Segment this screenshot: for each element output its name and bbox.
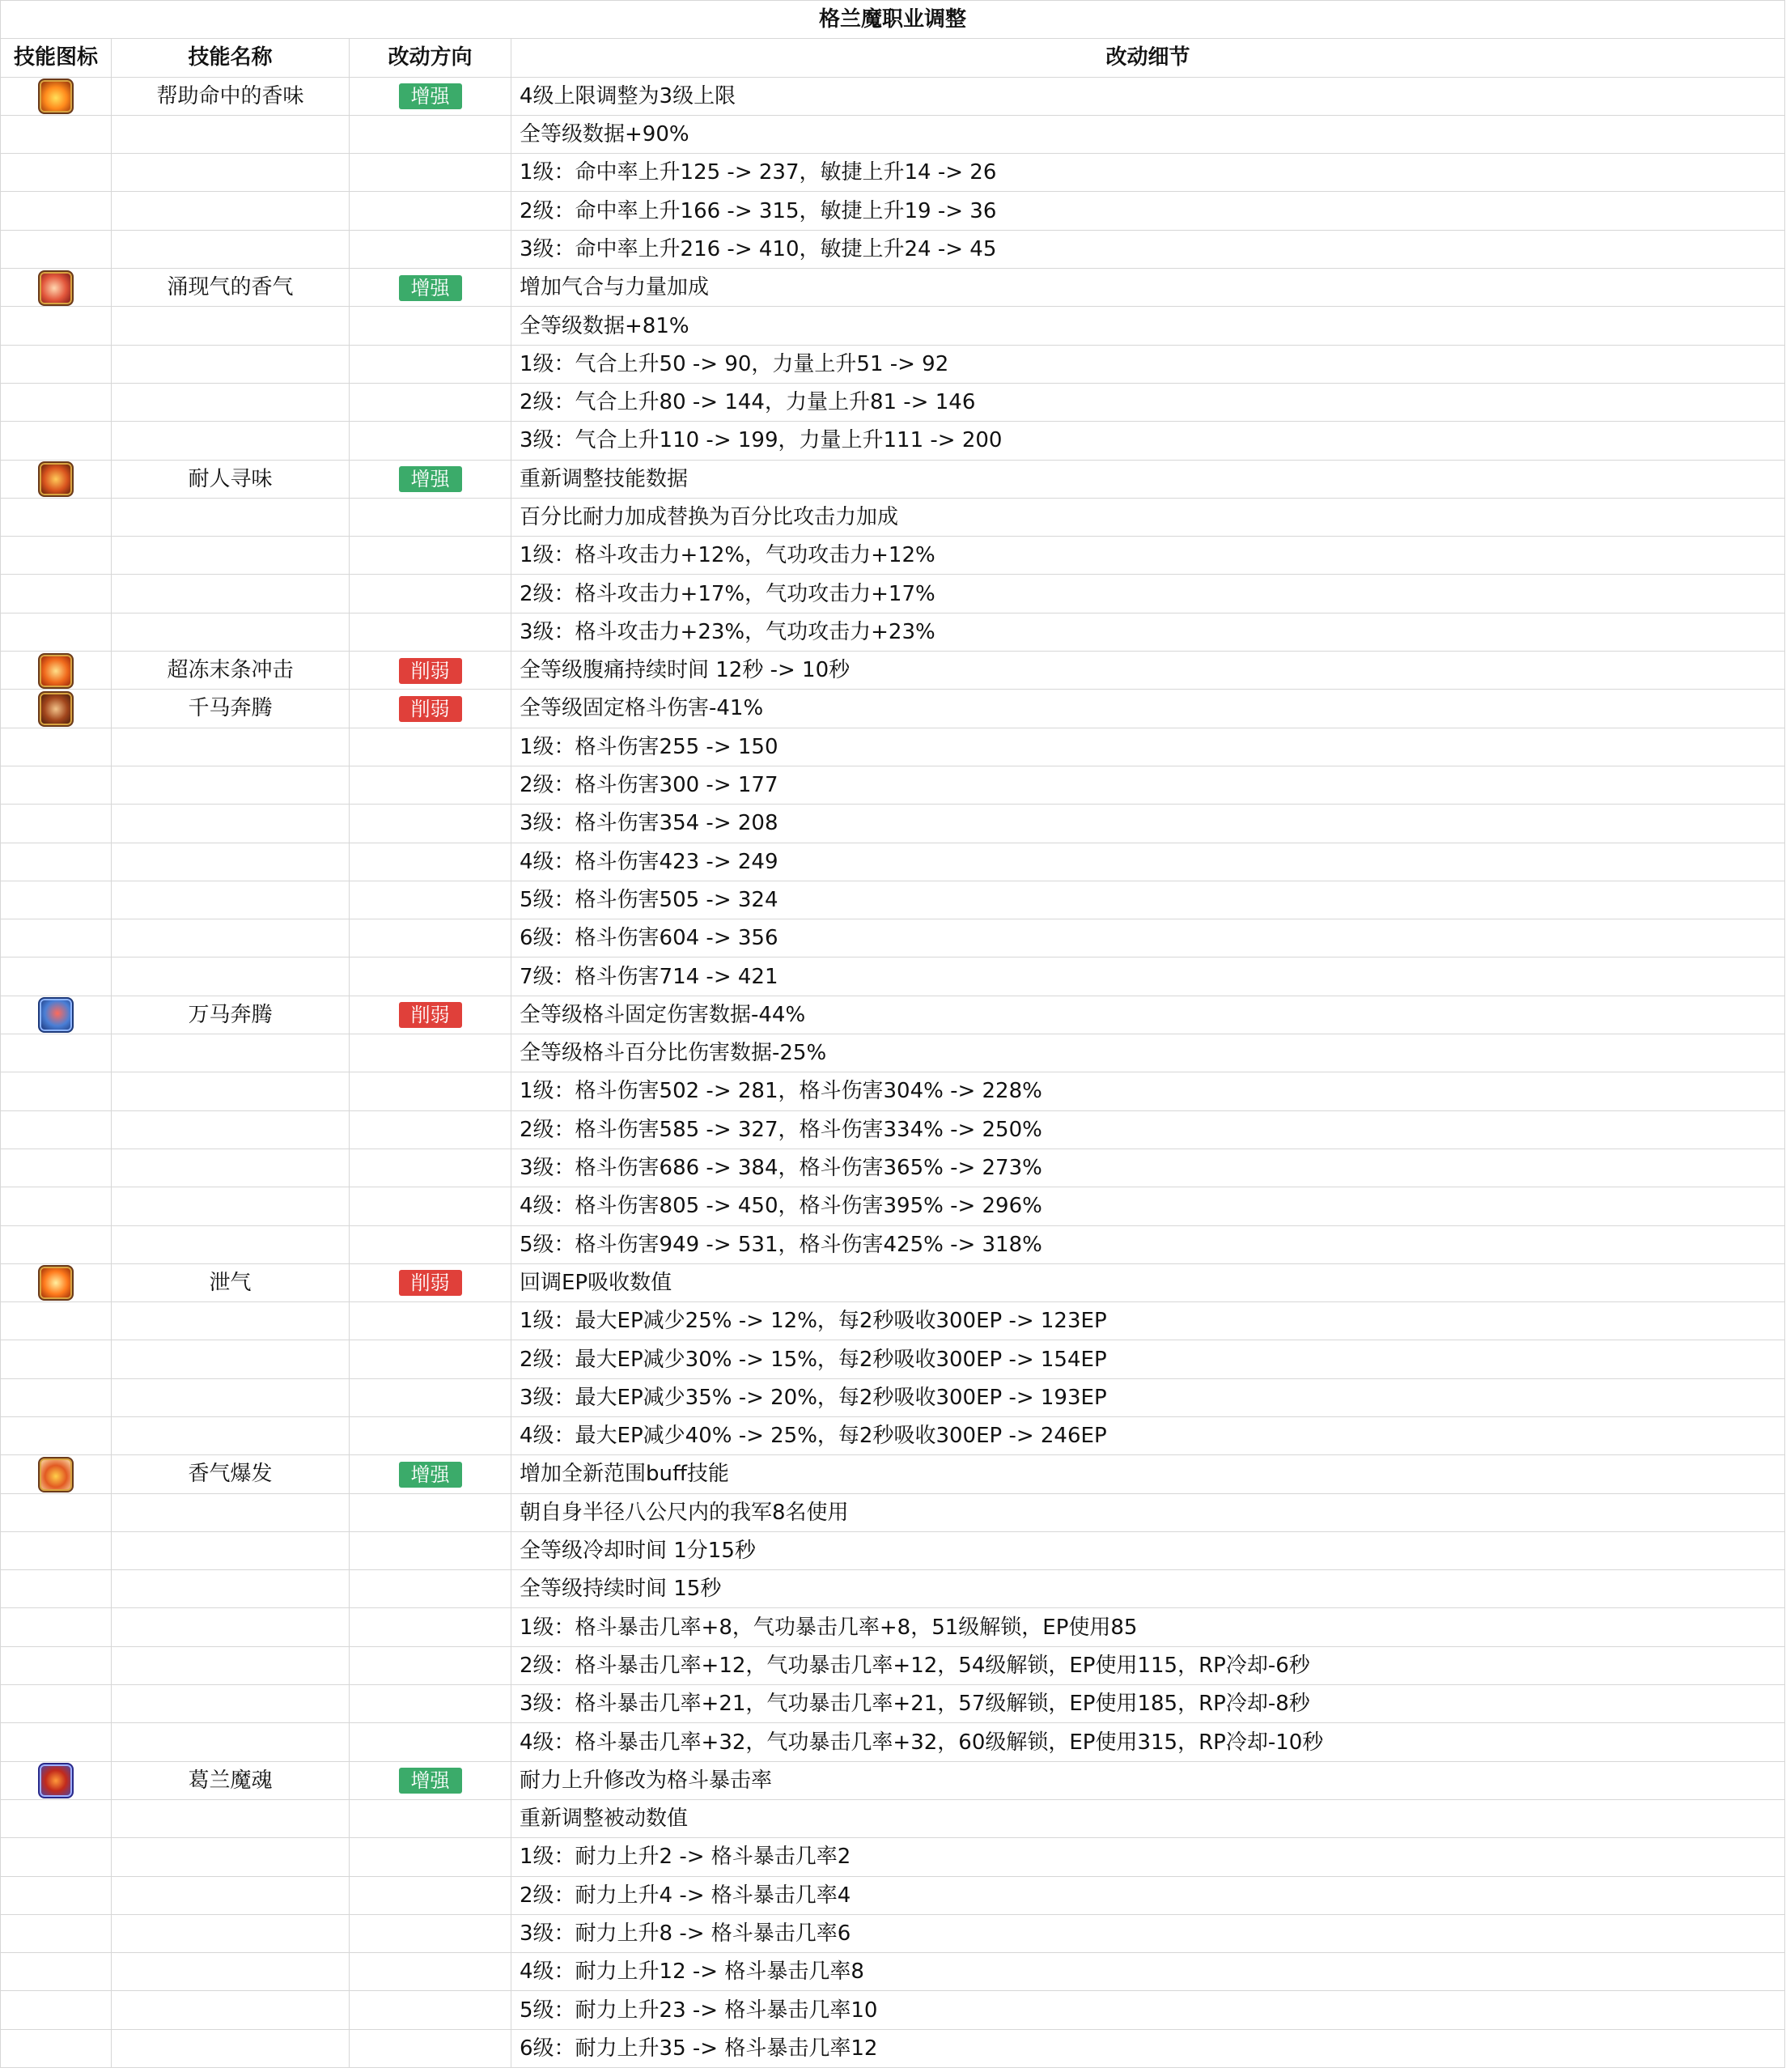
direction-cell bbox=[350, 843, 511, 881]
title-row bbox=[1, 1, 1785, 39]
skill-name-cell bbox=[112, 115, 350, 153]
table-row bbox=[1, 1072, 1785, 1110]
detail-cell: 4级：最大EP减少40% -> 25%，每2秒吸收300EP -> 246EP bbox=[511, 1416, 1785, 1454]
direction-cell bbox=[350, 1340, 511, 1378]
direction-cell bbox=[350, 1531, 511, 1569]
table-row bbox=[1, 1302, 1785, 1340]
detail-cell: 1级：格斗攻击力+12%，气功攻击力+12% bbox=[511, 537, 1785, 575]
detail-cell: 1级：格斗伤害255 -> 150 bbox=[511, 728, 1785, 766]
nerf-badge: 削弱 bbox=[399, 696, 462, 722]
skill-name-cell bbox=[112, 2029, 350, 2067]
aroma-burst-skill-icon bbox=[38, 1457, 74, 1492]
table-row bbox=[1, 881, 1785, 919]
detail-cell: 3级：格斗伤害686 -> 384，格斗伤害365% -> 273% bbox=[511, 1149, 1785, 1187]
direction-cell bbox=[350, 1493, 511, 1531]
direction-cell bbox=[350, 996, 511, 1034]
skill-icon-cell bbox=[1, 2029, 112, 2067]
skill-icon-cell bbox=[1, 460, 112, 498]
direction-cell bbox=[350, 1263, 511, 1301]
direction-cell bbox=[350, 1685, 511, 1723]
header-details: 改动细节 bbox=[511, 39, 1785, 77]
skill-name-cell bbox=[112, 919, 350, 957]
skill-icon-cell bbox=[1, 115, 112, 153]
skill-icon-cell bbox=[1, 154, 112, 192]
direction-cell bbox=[350, 766, 511, 804]
nerf-badge: 削弱 bbox=[399, 1002, 462, 1028]
skill-icon-cell bbox=[1, 1263, 112, 1301]
table-row bbox=[1, 1187, 1785, 1225]
skill-name-cell bbox=[112, 1034, 350, 1072]
direction-cell bbox=[350, 154, 511, 192]
skill-name-cell bbox=[112, 1799, 350, 1837]
direction-cell bbox=[350, 1034, 511, 1072]
detail-cell: 2级：格斗伤害300 -> 177 bbox=[511, 766, 1785, 804]
detail-cell: 1级：命中率上升125 -> 237，敏捷上升14 -> 26 bbox=[511, 154, 1785, 192]
skill-name-cell bbox=[112, 766, 350, 804]
skill-icon-cell bbox=[1, 613, 112, 651]
detail-cell: 全等级腹痛持续时间 12秒 -> 10秒 bbox=[511, 652, 1785, 690]
detail-cell: 3级：命中率上升216 -> 410，敏捷上升24 -> 45 bbox=[511, 230, 1785, 268]
skill-icon-cell bbox=[1, 1723, 112, 1761]
table-row bbox=[1, 1110, 1785, 1149]
buff-badge: 增强 bbox=[399, 1768, 462, 1794]
table-row bbox=[1, 307, 1785, 345]
stampede-skill-icon bbox=[38, 691, 74, 727]
skill-name-cell bbox=[112, 1646, 350, 1684]
direction-cell bbox=[350, 805, 511, 843]
detail-cell: 1级：格斗伤害502 -> 281，格斗伤害304% -> 228% bbox=[511, 1072, 1785, 1110]
detail-cell: 全等级数据+90% bbox=[511, 115, 1785, 153]
direction-cell bbox=[350, 1187, 511, 1225]
skill-name-cell bbox=[112, 192, 350, 230]
detail-cell: 3级：格斗伤害354 -> 208 bbox=[511, 805, 1785, 843]
skill-icon-cell bbox=[1, 1761, 112, 1799]
table-row bbox=[1, 575, 1785, 613]
skill-name-cell bbox=[112, 1187, 350, 1225]
table-row bbox=[1, 652, 1785, 690]
detail-cell: 1级：格斗暴击几率+8，气功暴击几率+8，51级解锁，EP使用85 bbox=[511, 1608, 1785, 1646]
detail-cell: 4级：耐力上升12 -> 格斗暴击几率8 bbox=[511, 1953, 1785, 1991]
header-icon: 技能图标 bbox=[1, 39, 112, 77]
table-row bbox=[1, 1646, 1785, 1684]
direction-cell bbox=[350, 422, 511, 460]
direction-cell bbox=[350, 575, 511, 613]
skill-icon-cell bbox=[1, 1531, 112, 1569]
skill-icon-cell bbox=[1, 728, 112, 766]
detail-cell: 6级：格斗伤害604 -> 356 bbox=[511, 919, 1785, 957]
skill-name-cell bbox=[112, 1110, 350, 1149]
direction-cell bbox=[350, 1646, 511, 1684]
buff-badge: 增强 bbox=[399, 83, 462, 109]
skill-name-cell bbox=[112, 728, 350, 766]
detail-cell: 2级：格斗暴击几率+12，气功暴击几率+12，54级解锁，EP使用115，RP冷却-6秒 bbox=[511, 1646, 1785, 1684]
direction-cell bbox=[350, 1416, 511, 1454]
direction-cell bbox=[350, 1072, 511, 1110]
skill-icon-cell bbox=[1, 652, 112, 690]
skill-name-cell: 万马奔腾 bbox=[112, 996, 350, 1034]
skill-name-cell bbox=[112, 1838, 350, 1876]
skill-icon-cell bbox=[1, 575, 112, 613]
table-row bbox=[1, 460, 1785, 498]
detail-cell: 4级上限调整为3级上限 bbox=[511, 77, 1785, 115]
detail-cell: 全等级数据+81% bbox=[511, 307, 1785, 345]
skill-name-cell bbox=[112, 498, 350, 536]
detail-cell: 2级：格斗伤害585 -> 327，格斗伤害334% -> 250% bbox=[511, 1110, 1785, 1149]
detail-cell: 增加气合与力量加成 bbox=[511, 269, 1785, 307]
detail-cell: 4级：格斗暴击几率+32，气功暴击几率+32，60级解锁，EP使用315，RP冷却-10秒 bbox=[511, 1723, 1785, 1761]
table-row bbox=[1, 1378, 1785, 1416]
skill-icon-cell bbox=[1, 1340, 112, 1378]
table-row bbox=[1, 1225, 1785, 1263]
aroma-skill-icon bbox=[38, 270, 74, 306]
skill-icon-cell bbox=[1, 690, 112, 728]
skill-icon-cell bbox=[1, 1991, 112, 2029]
direction-cell bbox=[350, 1110, 511, 1149]
direction-cell bbox=[350, 1761, 511, 1799]
direction-cell bbox=[350, 1149, 511, 1187]
table-row bbox=[1, 1761, 1785, 1799]
table-row bbox=[1, 919, 1785, 957]
detail-cell: 全等级固定格斗伤害-41% bbox=[511, 690, 1785, 728]
skill-name-cell bbox=[112, 1340, 350, 1378]
table-row bbox=[1, 1034, 1785, 1072]
skill-name-cell bbox=[112, 1072, 350, 1110]
skill-icon-cell bbox=[1, 498, 112, 536]
detail-cell: 7级：格斗伤害714 -> 421 bbox=[511, 957, 1785, 996]
detail-cell: 2级：最大EP减少30% -> 15%，每2秒吸收300EP -> 154EP bbox=[511, 1340, 1785, 1378]
direction-cell bbox=[350, 2029, 511, 2067]
buff-badge: 增强 bbox=[399, 275, 462, 301]
skill-icon-cell bbox=[1, 1378, 112, 1416]
table-row bbox=[1, 1685, 1785, 1723]
table-row bbox=[1, 1608, 1785, 1646]
skill-name-cell bbox=[112, 1876, 350, 1914]
skill-icon-cell bbox=[1, 1914, 112, 1952]
detail-cell: 5级：耐力上升23 -> 格斗暴击几率10 bbox=[511, 1991, 1785, 2029]
direction-cell bbox=[350, 690, 511, 728]
skill-name-cell bbox=[112, 1225, 350, 1263]
detail-cell: 增加全新范围buff技能 bbox=[511, 1455, 1785, 1493]
direction-cell bbox=[350, 1302, 511, 1340]
table-row bbox=[1, 537, 1785, 575]
direction-cell bbox=[350, 1876, 511, 1914]
detail-cell: 2级：气合上升80 -> 144，力量上升81 -> 146 bbox=[511, 383, 1785, 421]
direction-cell bbox=[350, 1608, 511, 1646]
table-row bbox=[1, 613, 1785, 651]
detail-cell: 2级：耐力上升4 -> 格斗暴击几率4 bbox=[511, 1876, 1785, 1914]
direction-cell bbox=[350, 307, 511, 345]
skill-name-cell bbox=[112, 1302, 350, 1340]
skill-icon-cell bbox=[1, 1072, 112, 1110]
nerf-badge: 削弱 bbox=[399, 658, 462, 684]
detail-cell: 重新调整技能数据 bbox=[511, 460, 1785, 498]
detail-cell: 全等级持续时间 15秒 bbox=[511, 1570, 1785, 1608]
detail-cell: 朝自身半径八公尺内的我军8名使用 bbox=[511, 1493, 1785, 1531]
table-row bbox=[1, 383, 1785, 421]
skill-name-cell bbox=[112, 575, 350, 613]
table-row bbox=[1, 1340, 1785, 1378]
detail-cell: 4级：格斗伤害805 -> 450，格斗伤害395% -> 296% bbox=[511, 1187, 1785, 1225]
skill-icon-cell bbox=[1, 230, 112, 268]
direction-cell bbox=[350, 1991, 511, 2029]
table-row bbox=[1, 345, 1785, 383]
table-row bbox=[1, 728, 1785, 766]
skill-name-cell bbox=[112, 1149, 350, 1187]
detail-cell: 3级：气合上升110 -> 199，力量上升111 -> 200 bbox=[511, 422, 1785, 460]
table-row bbox=[1, 1914, 1785, 1952]
detail-cell: 4级：格斗伤害423 -> 249 bbox=[511, 843, 1785, 881]
direction-cell bbox=[350, 1455, 511, 1493]
table-row bbox=[1, 1455, 1785, 1493]
nerf-badge: 削弱 bbox=[399, 1270, 462, 1296]
buff-badge: 增强 bbox=[399, 1462, 462, 1488]
table-row bbox=[1, 996, 1785, 1034]
detail-cell: 重新调整被动数值 bbox=[511, 1799, 1785, 1837]
table-row bbox=[1, 1531, 1785, 1569]
skill-name-cell bbox=[112, 613, 350, 651]
skill-name-cell bbox=[112, 1914, 350, 1952]
skill-icon-cell bbox=[1, 957, 112, 996]
table-row bbox=[1, 957, 1785, 996]
direction-cell bbox=[350, 919, 511, 957]
direction-cell bbox=[350, 881, 511, 919]
table-row bbox=[1, 1149, 1785, 1187]
header-name: 技能名称 bbox=[112, 39, 350, 77]
skill-icon-cell bbox=[1, 1149, 112, 1187]
detail-cell: 1级：最大EP减少25% -> 12%，每2秒吸收300EP -> 123EP bbox=[511, 1302, 1785, 1340]
table-row bbox=[1, 115, 1785, 153]
skill-name-cell bbox=[112, 1493, 350, 1531]
table-row bbox=[1, 498, 1785, 536]
skill-name-cell bbox=[112, 805, 350, 843]
table-row bbox=[1, 843, 1785, 881]
skill-name-cell bbox=[112, 154, 350, 192]
skill-name-cell bbox=[112, 843, 350, 881]
fire-burst-skill-icon bbox=[38, 79, 74, 114]
direction-cell bbox=[350, 613, 511, 651]
skill-name-cell bbox=[112, 1991, 350, 2029]
detail-cell: 回调EP吸收数值 bbox=[511, 1263, 1785, 1301]
detail-cell: 2级：格斗攻击力+17%，气功攻击力+17% bbox=[511, 575, 1785, 613]
skill-icon-cell bbox=[1, 1302, 112, 1340]
skill-icon-cell bbox=[1, 422, 112, 460]
skill-name-cell: 超冻末条冲击 bbox=[112, 652, 350, 690]
skill-name-cell bbox=[112, 1570, 350, 1608]
detail-cell: 全等级格斗固定伤害数据-44% bbox=[511, 996, 1785, 1034]
skill-name-cell: 泄气 bbox=[112, 1263, 350, 1301]
direction-cell bbox=[350, 230, 511, 268]
skill-icon-cell bbox=[1, 1570, 112, 1608]
skill-icon-cell bbox=[1, 1110, 112, 1149]
skill-name-cell bbox=[112, 307, 350, 345]
skill-name-cell: 涌现气的香气 bbox=[112, 269, 350, 307]
table-row bbox=[1, 766, 1785, 804]
direction-cell bbox=[350, 498, 511, 536]
detail-cell: 全等级冷却时间 1分15秒 bbox=[511, 1531, 1785, 1569]
skill-icon-cell bbox=[1, 383, 112, 421]
direction-cell bbox=[350, 728, 511, 766]
vent-qi-skill-icon bbox=[38, 1265, 74, 1301]
skill-name-cell bbox=[112, 1953, 350, 1991]
skill-name-cell bbox=[112, 383, 350, 421]
skill-icon-cell bbox=[1, 1608, 112, 1646]
skill-icon-cell bbox=[1, 537, 112, 575]
skill-icon-cell bbox=[1, 1953, 112, 1991]
skill-name-cell bbox=[112, 1531, 350, 1569]
skill-name-cell bbox=[112, 1378, 350, 1416]
header-direction: 改动方向 bbox=[350, 39, 511, 77]
direction-cell bbox=[350, 77, 511, 115]
detail-cell: 5级：格斗伤害949 -> 531，格斗伤害425% -> 318% bbox=[511, 1225, 1785, 1263]
direction-cell bbox=[350, 652, 511, 690]
skill-icon-cell bbox=[1, 996, 112, 1034]
skill-name-cell bbox=[112, 537, 350, 575]
skill-icon-cell bbox=[1, 1838, 112, 1876]
header-row bbox=[1, 39, 1785, 77]
flame-beast-skill-icon bbox=[38, 461, 74, 497]
skill-icon-cell bbox=[1, 269, 112, 307]
skill-icon-cell bbox=[1, 1034, 112, 1072]
skill-icon-cell bbox=[1, 1493, 112, 1531]
detail-cell: 1级：耐力上升2 -> 格斗暴击几率2 bbox=[511, 1838, 1785, 1876]
detail-cell: 2级：命中率上升166 -> 315，敏捷上升19 -> 36 bbox=[511, 192, 1785, 230]
detail-cell: 3级：最大EP减少35% -> 20%，每2秒吸收300EP -> 193EP bbox=[511, 1378, 1785, 1416]
table-row bbox=[1, 1416, 1785, 1454]
table-row bbox=[1, 192, 1785, 230]
skill-icon-cell bbox=[1, 1416, 112, 1454]
detail-cell: 5级：格斗伤害505 -> 324 bbox=[511, 881, 1785, 919]
skill-name-cell: 帮助命中的香味 bbox=[112, 77, 350, 115]
table-row bbox=[1, 77, 1785, 115]
table-title: 格兰魔职业调整 bbox=[1, 1, 1785, 39]
direction-cell bbox=[350, 1570, 511, 1608]
detail-cell: 全等级格斗百分比伤害数据-25% bbox=[511, 1034, 1785, 1072]
skill-name-cell bbox=[112, 345, 350, 383]
table-row bbox=[1, 269, 1785, 307]
table-row bbox=[1, 805, 1785, 843]
table-row bbox=[1, 1876, 1785, 1914]
table-row bbox=[1, 422, 1785, 460]
table-row bbox=[1, 1570, 1785, 1608]
skill-icon-cell bbox=[1, 766, 112, 804]
table-row bbox=[1, 1838, 1785, 1876]
table-row bbox=[1, 690, 1785, 728]
direction-cell bbox=[350, 345, 511, 383]
skill-name-cell bbox=[112, 957, 350, 996]
skill-icon-cell bbox=[1, 1685, 112, 1723]
skill-name-cell bbox=[112, 881, 350, 919]
detail-cell: 3级：耐力上升8 -> 格斗暴击几率6 bbox=[511, 1914, 1785, 1952]
detail-cell: 3级：格斗暴击几率+21，气功暴击几率+21，57级解锁，EP使用185，RP冷却-8秒 bbox=[511, 1685, 1785, 1723]
direction-cell bbox=[350, 1838, 511, 1876]
direction-cell bbox=[350, 1723, 511, 1761]
skill-name-cell: 香气爆发 bbox=[112, 1455, 350, 1493]
skill-name-cell bbox=[112, 1685, 350, 1723]
direction-cell bbox=[350, 1378, 511, 1416]
skill-name-cell: 耐人寻味 bbox=[112, 460, 350, 498]
direction-cell bbox=[350, 383, 511, 421]
skill-icon-cell bbox=[1, 1455, 112, 1493]
skill-icon-cell bbox=[1, 843, 112, 881]
direction-cell bbox=[350, 1953, 511, 1991]
direction-cell bbox=[350, 1914, 511, 1952]
skill-icon-cell bbox=[1, 345, 112, 383]
table-row bbox=[1, 1991, 1785, 2029]
table-row bbox=[1, 2029, 1785, 2067]
direction-cell bbox=[350, 115, 511, 153]
buff-badge: 增强 bbox=[399, 466, 462, 492]
skill-name-cell: 葛兰魔魂 bbox=[112, 1761, 350, 1799]
fire-orb-skill-icon bbox=[38, 653, 74, 689]
detail-cell: 3级：格斗攻击力+23%，气功攻击力+23% bbox=[511, 613, 1785, 651]
skill-icon-cell bbox=[1, 192, 112, 230]
skill-icon-cell bbox=[1, 1187, 112, 1225]
skill-icon-cell bbox=[1, 881, 112, 919]
skill-icon-cell bbox=[1, 1799, 112, 1837]
direction-cell bbox=[350, 1225, 511, 1263]
skill-name-cell bbox=[112, 1416, 350, 1454]
table-row bbox=[1, 230, 1785, 268]
detail-cell: 耐力上升修改为格斗暴击率 bbox=[511, 1761, 1785, 1799]
detail-cell: 1级：气合上升50 -> 90，力量上升51 -> 92 bbox=[511, 345, 1785, 383]
skill-icon-cell bbox=[1, 1225, 112, 1263]
direction-cell bbox=[350, 1799, 511, 1837]
skill-icon-cell bbox=[1, 307, 112, 345]
skill-icon-cell bbox=[1, 77, 112, 115]
skill-name-cell: 千马奔腾 bbox=[112, 690, 350, 728]
table-row bbox=[1, 1723, 1785, 1761]
skill-name-cell bbox=[112, 1608, 350, 1646]
direction-cell bbox=[350, 957, 511, 996]
skill-icon-cell bbox=[1, 1646, 112, 1684]
direction-cell bbox=[350, 192, 511, 230]
skill-icon-cell bbox=[1, 919, 112, 957]
direction-cell bbox=[350, 537, 511, 575]
direction-cell bbox=[350, 269, 511, 307]
blue-stampede-skill-icon bbox=[38, 997, 74, 1033]
detail-cell: 百分比耐力加成替换为百分比攻击力加成 bbox=[511, 498, 1785, 536]
demon-soul-skill-icon bbox=[38, 1763, 74, 1798]
table-row bbox=[1, 1799, 1785, 1837]
detail-cell: 6级：耐力上升35 -> 格斗暴击几率12 bbox=[511, 2029, 1785, 2067]
table-row bbox=[1, 1493, 1785, 1531]
table-row bbox=[1, 154, 1785, 192]
direction-cell bbox=[350, 460, 511, 498]
skill-icon-cell bbox=[1, 805, 112, 843]
skill-name-cell bbox=[112, 422, 350, 460]
skill-name-cell bbox=[112, 230, 350, 268]
skill-name-cell bbox=[112, 1723, 350, 1761]
skill-icon-cell bbox=[1, 1876, 112, 1914]
table-row bbox=[1, 1263, 1785, 1301]
table-row bbox=[1, 1953, 1785, 1991]
